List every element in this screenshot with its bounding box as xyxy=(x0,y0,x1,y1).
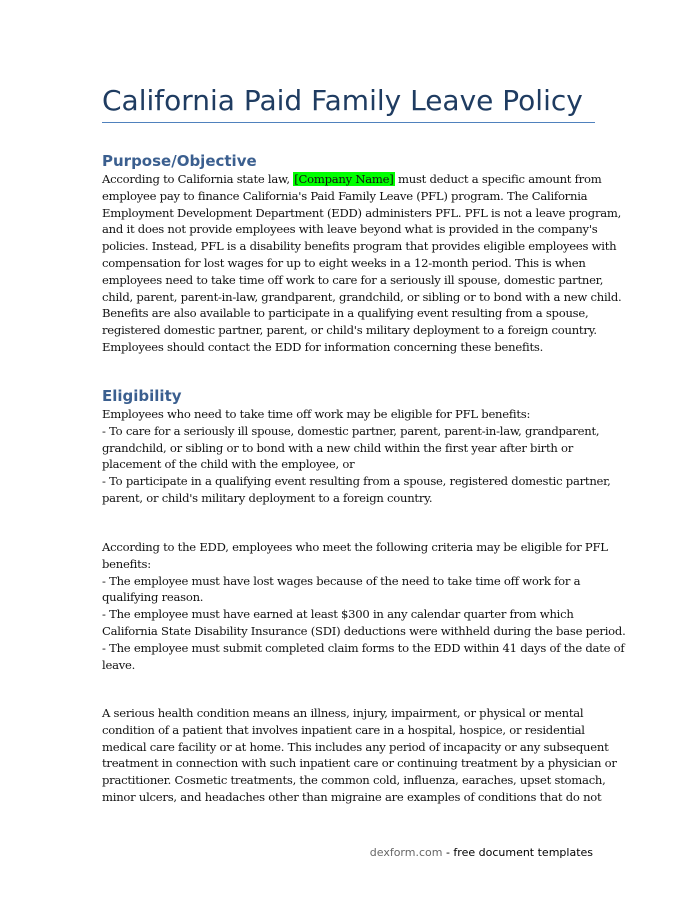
company-name-placeholder: [Company Name] xyxy=(294,172,394,186)
eligibility-line: - The employee must submit completed claim forms to the EDD within 41 days of the date of xyxy=(102,640,625,655)
eligibility-line: California State Disability Insurance (SDI) deductions were withheld during the base period. xyxy=(102,623,626,638)
purpose-line: child, parent, parent-in-law, grandparent, grandchild, or sibling or to bond with a new child. xyxy=(102,289,622,304)
eligibility-line: parent, or child's military deployment to a foreign country. xyxy=(102,490,433,505)
footer-tagline: - free document templates xyxy=(442,846,593,859)
purpose-paragraph xyxy=(102,171,622,356)
purpose-line1-post: must deduct a specific amount from xyxy=(394,172,602,186)
eligibility-line: treatment in connection with such inpatient care or continuing treatment by a physician or xyxy=(102,756,617,771)
eligibility-line: - The employee must have earned at least $300 in any calendar quarter from which xyxy=(102,607,574,622)
purpose-line xyxy=(102,171,602,188)
purpose-line: employees need to take time off work to care for a seriously ill spouse, domestic partner, xyxy=(102,272,604,287)
eligibility-line: practitioner. Cosmetic treatments, the common cold, influenza, earaches, upset stomach, xyxy=(102,773,606,788)
purpose-line: compensation for lost wages for up to eight weeks in a 12-month period. This is when xyxy=(102,255,586,270)
eligibility-line: qualifying reason. xyxy=(102,590,204,605)
purpose-line: Employees should contact the EDD for information concerning these benefits. xyxy=(102,339,544,354)
eligibility-line: minor ulcers, and headaches other than migraine are examples of conditions that do not xyxy=(102,789,602,804)
eligibility-line: Employees who need to take time off work may be eligible for PFL benefits: xyxy=(102,407,531,421)
footer xyxy=(370,845,593,861)
eligibility-line: - To care for a seriously ill spouse, domestic partner, parent, parent-in-law, grandparent, xyxy=(102,423,600,438)
eligibility-paragraph-3 xyxy=(102,705,617,806)
purpose-line: Benefits are also available to participate in a qualifying event resulting from a spouse, xyxy=(102,306,589,321)
purpose-line: policies. Instead, PFL is a disability benefits program that provides eligible employees with xyxy=(102,239,617,254)
eligibility-line: medical care facility or at home. This includes any period of incapacity or any subsequent xyxy=(102,739,609,754)
eligibility-heading: Eligibility xyxy=(102,387,182,405)
purpose-line: and it does not provide employees with leave beyond what is provided in the company's xyxy=(102,222,598,237)
eligibility-line: - To participate in a qualifying event resulting from a spouse, registered domestic partner, xyxy=(102,474,611,489)
purpose-line: registered domestic partner, parent, or child's military deployment to a foreign country. xyxy=(102,323,597,338)
eligibility-line: A serious health condition means an illness, injury, impairment, or physical or mental xyxy=(102,706,584,720)
eligibility-line: grandchild, or sibling or to bond with a new child within the first year after birth or xyxy=(102,440,574,455)
purpose-line: employee pay to finance California's Paid Family Leave (PFL) program. The California xyxy=(102,188,588,203)
eligibility-line: benefits: xyxy=(102,556,151,571)
title-underline xyxy=(102,122,595,123)
purpose-line: Employment Development Department (EDD) administers PFL. PFL is not a leave program, xyxy=(102,205,622,220)
eligibility-line: condition of a patient that involves inpatient care in a hospital, hospice, or residential xyxy=(102,722,585,737)
eligibility-line: leave. xyxy=(102,657,136,672)
eligibility-paragraph-2 xyxy=(102,539,626,673)
eligibility-line: placement of the child with the employee, or xyxy=(102,457,355,472)
purpose-line1-pre: According to California state law, xyxy=(102,172,294,186)
eligibility-paragraph-1 xyxy=(102,406,611,507)
eligibility-line: - The employee must have lost wages because of the need to take time off work for a xyxy=(102,573,581,588)
purpose-heading: Purpose/Objective xyxy=(102,152,257,170)
document-title: California Paid Family Leave Policy xyxy=(102,84,583,117)
eligibility-line: According to the EDD, employees who meet the following criteria may be eligible for PFL xyxy=(102,540,608,554)
footer-brand-link[interactable]: dexform.com xyxy=(369,846,443,859)
